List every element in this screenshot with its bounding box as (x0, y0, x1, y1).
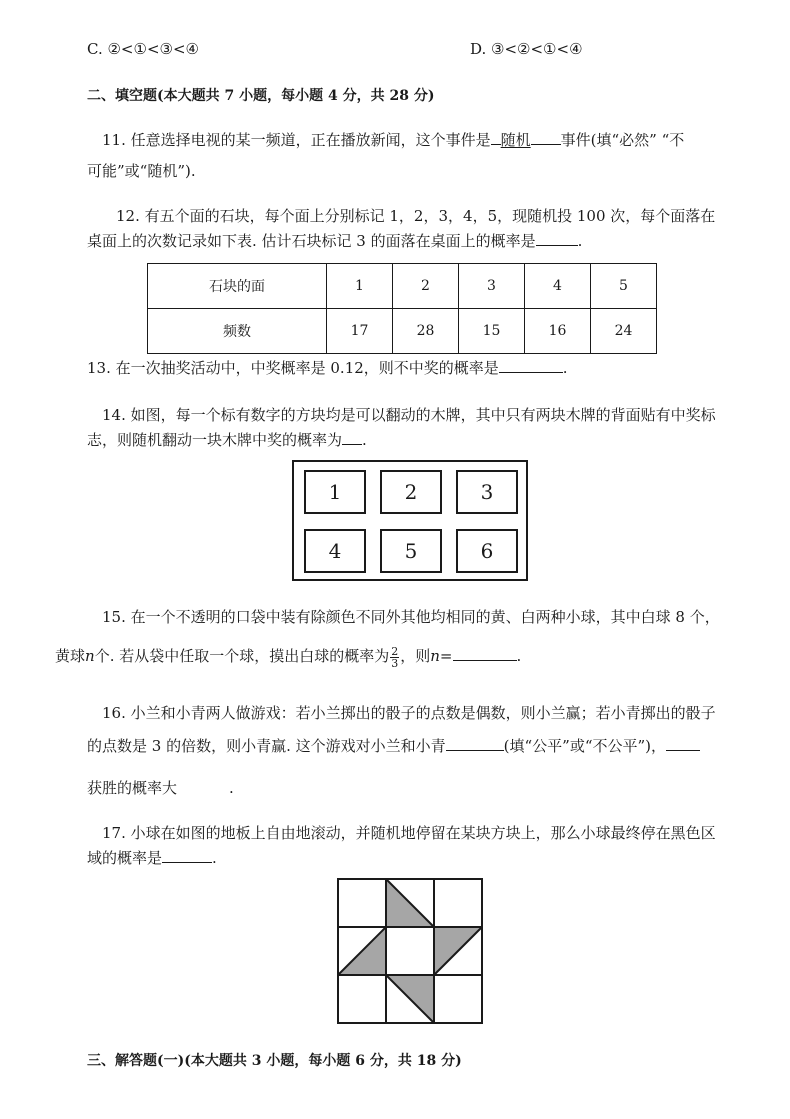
question-12-text: 桌面上的次数记录如下表. 估计石块标记 3 的面落在桌面上的概率是 (87, 232, 536, 250)
question-16-text-c: 获胜的概率大 (87, 779, 178, 797)
answer-blank[interactable] (162, 847, 212, 863)
question-13 (87, 357, 568, 378)
tile-2[interactable]: 2 (380, 470, 442, 514)
table-cell: 16 (525, 309, 591, 354)
question-14-line-1: 14. 如图，每一个标有数字的方块均是可以翻动的木牌，其中只有两块木牌的背面贴有中奖标 (102, 406, 716, 424)
question-11-answer: 随机 (500, 131, 531, 149)
table-header-cell: 频数 (148, 309, 327, 354)
question-11-text-a: 11. 任意选择电视的某一频道，正在播放新闻，这个事件是 (102, 131, 491, 149)
question-16-line-1: 16. 小兰和小青两人做游戏：若小兰掷出的骰子的点数是偶数，则小兰赢；若小青掷出的骰子 (102, 704, 716, 722)
question-16-text-b: (填“公平”或“不公平”)， (503, 737, 667, 755)
table-cell: 1 (327, 264, 393, 309)
table-row (148, 309, 657, 354)
answer-blank[interactable] (531, 129, 561, 145)
question-11-text-b: 事件(填“必然” “不 (560, 131, 685, 149)
grid-lines (338, 879, 482, 1023)
period: . (212, 849, 217, 867)
tile-5[interactable]: 5 (380, 529, 442, 573)
question-17-line-2 (87, 847, 217, 868)
table-cell: 3 (459, 264, 525, 309)
question-12-line-1: 12. 有五个面的石块，每个面上分别标记 1，2，3，4，5，现随机投 100 次，每个面落在 (116, 207, 716, 225)
equals-sign: = (439, 647, 453, 665)
question-16-line-2 (87, 735, 700, 756)
option-c: C. ②<①<③<④ (87, 40, 199, 58)
question-16-text-a: 的点数是 3 的倍数，则小青赢. 这个游戏对小兰和小青 (87, 737, 446, 755)
table-cell: 4 (525, 264, 591, 309)
question-15-text-c: ，则 (400, 647, 431, 665)
period: . (229, 779, 234, 797)
question-17-text: 域的概率是 (87, 849, 163, 867)
variable-n: n (430, 647, 440, 665)
answer-blank[interactable] (491, 129, 501, 145)
answer-blank[interactable] (499, 357, 563, 373)
section-heading-solutions: 三、解答题(一)(本大题共 3 小题，每小题 6 分，共 18 分) (87, 1053, 462, 1069)
question-12-line-2 (87, 230, 582, 251)
table-header-cell: 石块的面 (148, 264, 327, 309)
tile-6[interactable]: 6 (456, 529, 518, 573)
question-14-text: 志，则随机翻动一块木牌中奖的概率为 (87, 431, 343, 449)
fraction-numerator: 2 (391, 644, 399, 658)
question-11-line-1 (102, 129, 684, 150)
answer-blank[interactable] (342, 429, 362, 445)
period: . (577, 232, 583, 250)
question-16-line-3 (87, 777, 234, 798)
tile-3[interactable]: 3 (456, 470, 518, 514)
period: . (562, 359, 568, 377)
table-cell: 17 (327, 309, 393, 354)
question-15-line-1: 15. 在一个不透明的口袋中装有除颜色不同外其他均相同的黄、白两种小球，其中白球 8 个， (102, 608, 720, 626)
question-17-line-1: 17. 小球在如图的地板上自由地滚动，并随机地停留在某块方块上，那么小球最终停在黑色区 (102, 824, 716, 842)
fraction-denominator: 3 (391, 656, 399, 670)
answer-blank[interactable] (453, 645, 517, 661)
question-14-line-2 (87, 429, 367, 450)
table-cell: 2 (393, 264, 459, 309)
question-13-text: 13. 在一次抽奖活动中，中奖概率是 0.12，则不中奖的概率是 (87, 359, 499, 377)
section-heading-fill-in: 二、填空题(本大题共 7 小题，每小题 4 分，共 28 分) (87, 88, 435, 104)
question-15-line-2 (55, 645, 521, 669)
answer-blank[interactable] (666, 735, 700, 751)
period: . (362, 431, 367, 449)
frequency-table (147, 263, 657, 354)
answer-blank[interactable] (446, 735, 504, 751)
period: . (516, 647, 522, 665)
tile-4[interactable]: 4 (304, 529, 366, 573)
option-d: D. ③<②<①<④ (470, 40, 583, 58)
table-cell: 15 (459, 309, 525, 354)
tile-board (292, 460, 528, 581)
question-15-text-b: 个. 若从袋中任取一个球，摸出白球的概率为 (94, 647, 390, 665)
table-cell: 24 (591, 309, 657, 354)
variable-n: n (85, 647, 95, 665)
table-cell: 5 (591, 264, 657, 309)
floor-grid-figure (337, 878, 483, 1024)
fraction-two-thirds (390, 646, 399, 669)
question-11-line-2: 可能”或“随机”). (87, 162, 196, 180)
table-cell: 28 (393, 309, 459, 354)
table-row (148, 264, 657, 309)
tile-1[interactable]: 1 (304, 470, 366, 514)
answer-blank[interactable] (536, 230, 578, 246)
question-15-text-a: 黄球 (55, 647, 86, 665)
